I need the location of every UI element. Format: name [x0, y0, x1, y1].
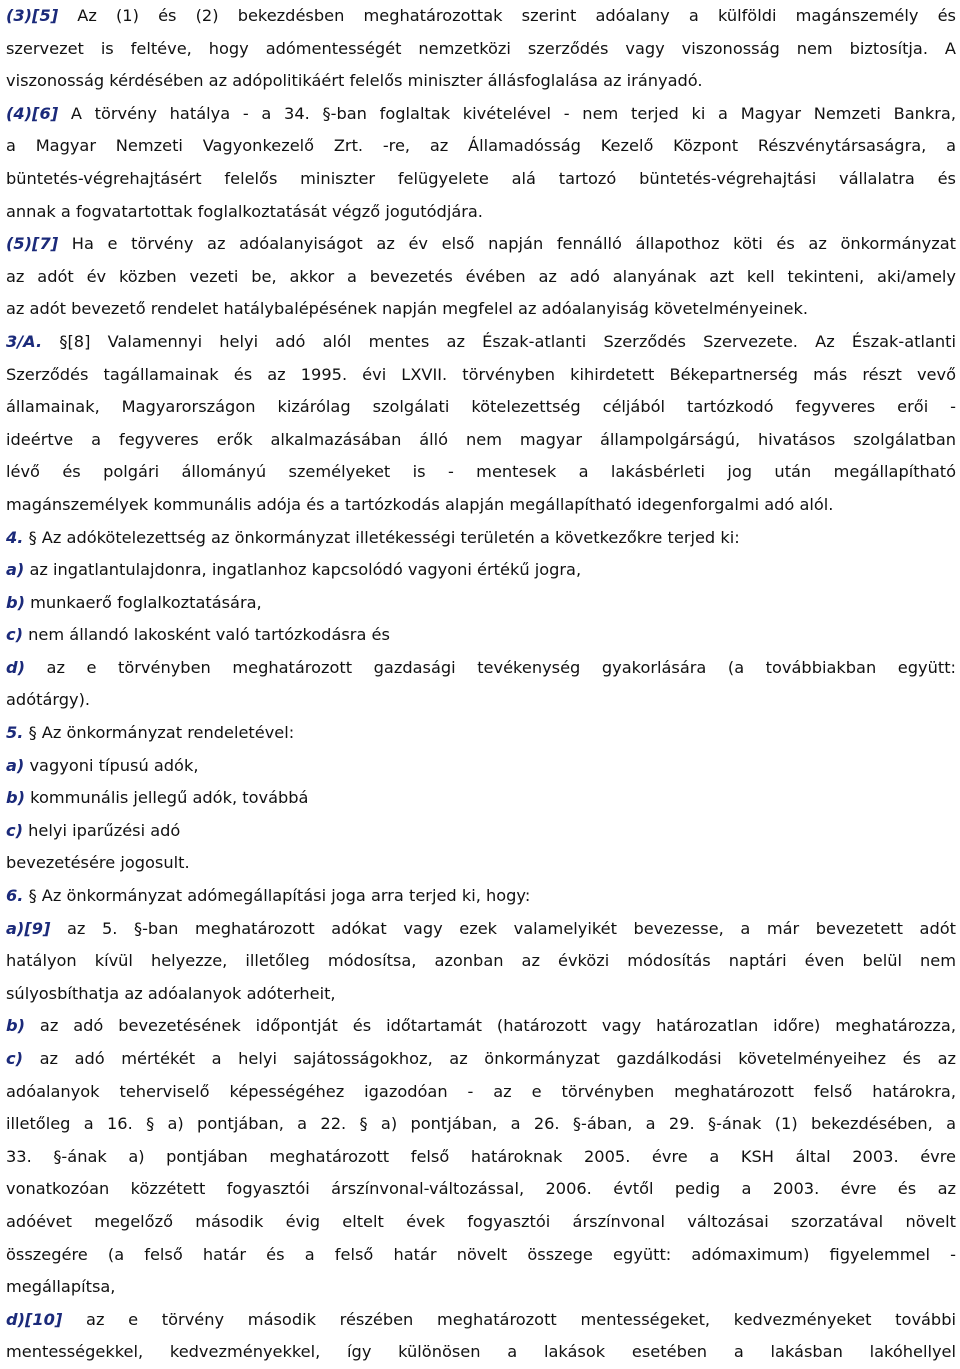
paragraph-reference: (4)[6] — [6, 103, 59, 123]
line-text: az adót év közben vezeti be, akkor a bevezetés évében az adó alanyának azt kell tekinteni, aki/amely — [6, 266, 956, 286]
line-text: az 5. §-ban meghatározott adókat vagy ezek valamelyikét bevezesse, a már bevezetett adót — [50, 918, 956, 938]
line-text: 33. §-ának a) pontjában meghatározott felső határoknak 2005. évre a KSH által 2003. évre — [6, 1146, 956, 1166]
text-line — [6, 489, 956, 522]
line-text: büntetés-végrehajtásért felelős miniszter felügyelete alá tartozó büntetés-végrehajtási vállalatra és — [6, 168, 956, 188]
line-text: Szerződés tagállamainak és az 1995. évi LXVII. törvényben kihirdetett Békepartnerség más részt vevő — [6, 364, 956, 384]
text-line — [6, 684, 956, 717]
text-line — [6, 587, 956, 620]
text-line — [6, 98, 956, 131]
text-line — [6, 945, 956, 978]
line-text: vagyoni típusú adók, — [24, 755, 199, 775]
text-line — [6, 326, 956, 359]
line-text: Ha e törvény az adóalanyiságot az év első napján fennálló állapothoz köti és az önkormányzat — [58, 234, 956, 254]
paragraph-reference: 6. — [6, 886, 24, 906]
text-line — [6, 554, 956, 587]
text-line — [6, 619, 956, 652]
line-text: összegére (a felső határ és a felső határ növelt összege együtt: adómaximum) figyelemmel - — [6, 1244, 956, 1264]
paragraph-reference: c) — [6, 625, 23, 645]
line-text: államainak, Magyarországon kizárólag szolgálati kötelezettség céljából tartózkodó fegyveres erői - — [6, 397, 956, 417]
line-text: bevezetésére jogosult. — [6, 853, 190, 873]
line-text: adóévet megelőző második évig eltelt évek fogyasztói árszínvonal változásai szorzatával növelt — [6, 1211, 956, 1231]
line-text: az adó mértékét a helyi sajátosságokhoz, az önkormányzat gazdálkodási követelményeihez és az — [23, 1049, 956, 1068]
line-text: illetőleg a 16. § a) pontjában, a 22. § a) pontjában, a 26. §-ában, a 29. §-ának (1) bekezdésében, a — [6, 1114, 956, 1134]
paragraph-reference: a) — [6, 560, 25, 580]
paragraph-reference: d)[10] — [6, 1309, 63, 1329]
line-text: ideértve a fegyveres erők alkalmazásában álló nem magyar állampolgárságú, hivatásos szolgálatban — [6, 429, 956, 449]
line-text: kommunális jellegű adók, továbbá — [25, 788, 309, 808]
paragraph-reference: b) — [6, 1016, 25, 1036]
text-line — [6, 293, 956, 326]
line-text: megállapítsa, — [6, 1277, 116, 1297]
text-line — [6, 0, 956, 33]
line-text: annak a fogvatartottak foglalkoztatását végző jogutódjára. — [6, 201, 483, 221]
text-line — [6, 1336, 956, 1369]
line-text: súlyosbíthatja az adóalanyok adóterheit, — [6, 983, 336, 1003]
line-text: A törvény hatálya - a 34. §-ban foglaltak kivételével - nem terjed ki a Magyar Nemzeti Bankra, — [58, 103, 956, 123]
paragraph-reference: c) — [6, 820, 23, 840]
line-text: az adó bevezetésének időpontját és időtartamát (határozott vagy határozatlan időre) meghatározza, — [25, 1016, 956, 1036]
text-line — [6, 1141, 956, 1174]
line-text: adótárgy). — [6, 690, 91, 710]
paragraph-reference: b) — [6, 592, 25, 612]
line-text: az ingatlantulajdonra, ingatlanhoz kapcsolódó vagyoni értékű jogra, — [24, 560, 582, 580]
line-text: adóalanyok teherviselő képességéhez igazodóan - az e törvényben meghatározott felső határokra, — [6, 1081, 956, 1101]
text-line — [6, 359, 956, 392]
paragraph-reference: (3)[5] — [6, 6, 59, 25]
text-line — [6, 65, 956, 98]
paragraph-reference: b) — [6, 788, 25, 808]
line-text: mentességekkel, kedvezményekkel, így különösen a lakások esetében a lakásban lakóhellyel — [6, 1342, 956, 1362]
line-text: az e törvényben meghatározott gazdasági tevékenység gyakorlására (a továbbiakban együtt: — [25, 657, 956, 677]
paragraph-reference: (5)[7] — [6, 234, 59, 254]
text-line — [6, 1108, 956, 1141]
text-line — [6, 782, 956, 815]
text-line — [6, 261, 956, 294]
line-text: Az (1) és (2) bekezdésben meghatározottak szerint adóalany a külföldi magánszemély és — [58, 6, 956, 25]
line-text: §[8] Valamennyi helyi adó alól mentes az Észak-atlanti Szerződés Szervezete. Az Észak-atlanti — [42, 331, 956, 351]
text-line — [6, 196, 956, 229]
text-line — [6, 750, 956, 783]
line-text: § Az önkormányzat adómegállapítási joga arra terjed ki, hogy: — [23, 886, 531, 906]
text-line — [6, 652, 956, 685]
text-line — [6, 1271, 956, 1304]
text-line — [6, 456, 956, 489]
text-line — [6, 913, 956, 946]
text-line — [6, 717, 956, 750]
text-line — [6, 847, 956, 880]
text-line — [6, 424, 956, 457]
paragraph-reference: a)[9] — [6, 918, 51, 938]
text-line — [6, 978, 956, 1011]
text-line — [6, 880, 956, 913]
line-text: § Az adókötelezettség az önkormányzat illetékességi területén a következőkre terjed ki: — [23, 527, 740, 547]
paragraph-reference: 3/A. — [6, 331, 43, 351]
document-body — [6, 0, 956, 1369]
line-text: vonatkozóan közzétett fogyasztói árszínvonal-változással, 2006. évtől pedig a 2003. évre és az — [6, 1179, 956, 1199]
line-text: a Magyar Nemzeti Vagyonkezelő Zrt. -re, az Államadósság Kezelő Központ Részvénytársaságra, a — [6, 136, 956, 156]
text-line — [6, 1304, 956, 1337]
text-line — [6, 33, 956, 66]
text-line — [6, 1010, 956, 1043]
line-text: § Az önkormányzat rendeletével: — [23, 723, 295, 743]
line-text: magánszemélyek kommunális adója és a tartózkodás alapján megállapítható idegenforgalmi adó alól. — [6, 494, 834, 514]
text-line — [6, 1206, 956, 1239]
line-text: nem állandó lakosként való tartózkodásra és — [23, 625, 390, 645]
line-text: helyi iparűzési adó — [23, 820, 181, 840]
paragraph-reference: a) — [6, 755, 25, 775]
line-text: az adót bevezető rendelet hatálybalépésének napján megfelel az adóalanyiság követelményeinek. — [6, 299, 808, 319]
text-line — [6, 130, 956, 163]
text-line — [6, 391, 956, 424]
text-line — [6, 1043, 956, 1076]
paragraph-reference: 5. — [6, 723, 24, 743]
line-text: lévő és polgári állományú személyeket is - mentesek a lakásbérleti jog után megállapítható — [6, 462, 956, 482]
text-line — [6, 522, 956, 555]
paragraph-reference: 4. — [6, 527, 24, 547]
line-text: hatályon kívül helyezze, illetőleg módosítsa, azonban az évközi módosítás naptári éven belül nem — [6, 951, 956, 971]
text-line — [6, 228, 956, 261]
line-text: munkaerő foglalkoztatására, — [25, 592, 262, 612]
line-text: szervezet is feltéve, hogy adómentességét nemzetközi szerződés vagy viszonosság nem biztosítja. A — [6, 38, 956, 58]
text-line — [6, 1076, 956, 1109]
line-text: viszonosság kérdésében az adópolitikáért felelős miniszter állásfoglalása az irányadó. — [6, 71, 703, 91]
text-line — [6, 815, 956, 848]
line-text: az e törvény második részében meghatározott mentességeket, kedvezményeket további — [62, 1309, 956, 1329]
text-line — [6, 163, 956, 196]
text-line — [6, 1173, 956, 1206]
text-line — [6, 1239, 956, 1272]
paragraph-reference: c) — [6, 1049, 23, 1068]
paragraph-reference: d) — [6, 657, 25, 677]
